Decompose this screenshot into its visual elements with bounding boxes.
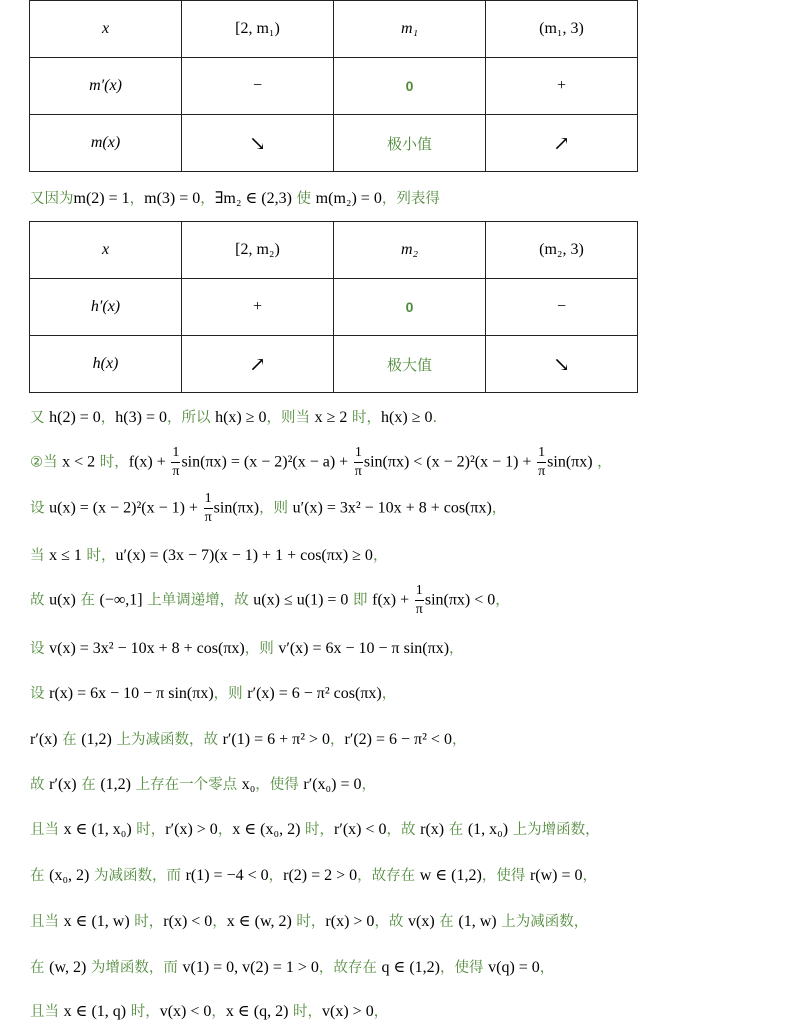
table-cell: (m₂, 3) [486,222,638,279]
arrow-up-icon: ↗ [486,115,638,172]
arrow-down-icon: ↘ [486,336,638,393]
fraction: $\frac{1}{\pi}$ [172,445,180,479]
text-line: 又因为m(2) = 1，m(3) = 0，∃m₂ ∈ (2,3) 使 m(m₂) = 0，列表得 [30,190,440,207]
text-line: 故 r′(x) 在 (1,2) 上存在一个零点 x₀，使得 r′(x₀) = 0， [30,776,376,793]
text-line: 且当 x ∈ (1, w) 时，r(x) < 0，x ∈ (w, 2) 时，r(x) > 0，故 v(x) 在 (1, w) 上为减函数， [30,913,589,930]
table-row [30,58,638,115]
fraction: $\frac{1}{\pi}$ [538,445,546,479]
text-line: 设 v(x) = 3x² − 10x + 8 + cos(πx)，则 v′(x) = 6x − 10 − π sin(πx)， [30,640,464,657]
table-cell: 0 [334,58,486,115]
table-cell: [2, m₂) [182,222,334,279]
fraction: $\frac{1}{\pi}$ [415,583,423,617]
text-line: 又 h(2) = 0，h(3) = 0，所以 h(x) ≥ 0，则当 x ≥ 2 时，h(x) ≥ 0. [30,409,438,426]
table-cell: + [182,279,334,336]
table-cell: m₂ [334,222,486,279]
table-cell: h′(x) [30,279,182,336]
table-cell: 极大值 [334,336,486,393]
text-line: 设 r(x) = 6x − 10 − π sin(πx)，则 r′(x) = 6 − π² cos(πx)， [30,685,397,702]
table-cell: m′(x) [30,58,182,115]
text-line: 且当 x ∈ (1, x₀) 时，r′(x) > 0，x ∈ (x₀, 2) 时，r′(x) < 0，故 r(x) 在 (1, x₀) 上为增函数， [30,821,600,838]
table-cell: m₁ [334,1,486,58]
text-line: 在 (x₀, 2) 为减函数，而 r(1) = −4 < 0，r(2) = 2 > 0，故存在 w ∈ (1,2)，使得 r(w) = 0， [30,867,597,884]
table-cell: 0 [334,279,486,336]
variation-table-m [29,0,638,172]
table-cell: + [486,58,638,115]
variation-table-h [29,221,638,393]
table-row [30,279,638,336]
fraction: $\frac{1}{\pi}$ [204,491,212,525]
table-cell: x [30,222,182,279]
text-line: 故 u(x) 在 (−∞,1] 上单调递增，故 u(x) ≤ u(1) = 0 即 f(x) + $\frac{1}{\pi}$ sin(πx) < 0， [30,583,510,617]
table-cell: − [486,279,638,336]
arrow-up-icon: ↗ [182,336,334,393]
table-row [30,115,638,172]
table-cell: m(x) [30,115,182,172]
text-line: 设 u(x) = (x − 2)²(x − 1) + $\frac{1}{\pi}$ sin(πx)，则 u′(x) = 3x² − 10x + 8 + cos(πx)， [30,491,507,525]
table-row [30,336,638,393]
table-row [30,1,638,58]
table-cell: − [182,58,334,115]
table-cell: x [30,1,182,58]
table-cell: 极小值 [334,115,486,172]
text-line: 当 x ≤ 1 时，u′(x) = (3x − 7)(x − 1) + 1 + cos(πx) ≥ 0， [30,547,388,564]
text-line: 在 (w, 2) 为增函数，而 v(1) = 0, v(2) = 1 > 0，故存在 q ∈ (1,2)，使得 v(q) = 0， [30,959,555,976]
arrow-down-icon: ↘ [182,115,334,172]
fraction: $\frac{1}{\pi}$ [354,445,362,479]
table-cell: h(x) [30,336,182,393]
text-line: r′(x) 在 (1,2) 上为减函数，故 r′(1) = 6 + π² > 0，r′(2) = 6 − π² < 0， [30,731,467,748]
text-line: ②当 x < 2 时，f(x) + $\frac{1}{\pi}$ sin(πx) = (x − 2)²(x − a) + $\frac{1}{\pi}$ sin(πx) < (x − 2)²(x − 1) + $\frac{1}{\pi}$ sin(πx) ， [30,445,612,479]
table-cell: (m₁, 3) [486,1,638,58]
table-row [30,222,638,279]
text-line: 且当 x ∈ (1, q) 时，v(x) < 0，x ∈ (q, 2) 时，v(x) > 0， [30,1003,389,1020]
table-cell: [2, m₁) [182,1,334,58]
